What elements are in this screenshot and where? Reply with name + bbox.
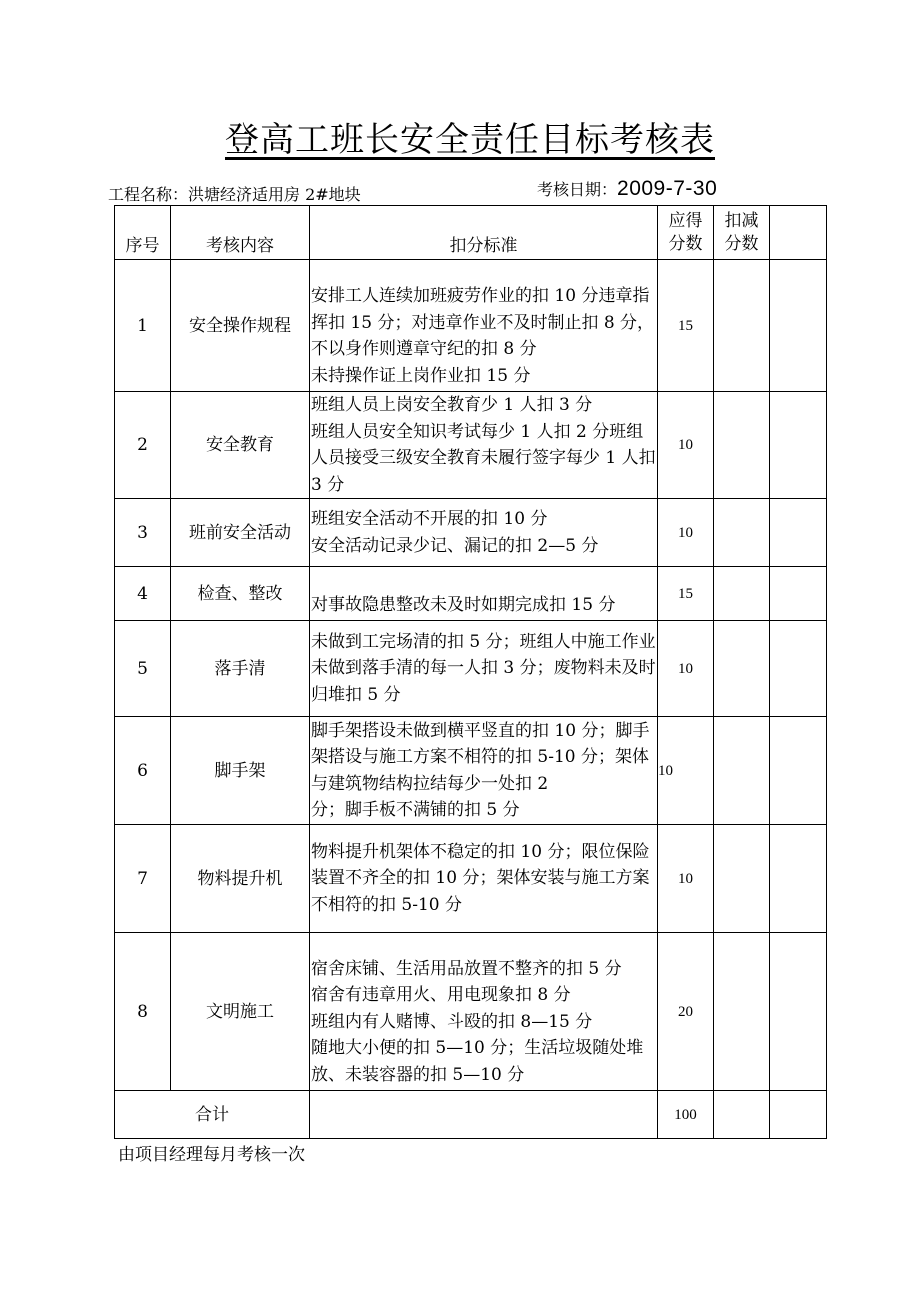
row-content: 文明施工	[171, 933, 310, 1091]
row-standard: 班组人员上岗安全教育少 1 人扣 3 分 班组人员安全知识考试每少 1 人扣 2 分班组人员接受三级安全教育未履行签字每少 1 人扣 3 分	[310, 392, 658, 499]
row-index: 7	[115, 825, 171, 933]
table-total-row	[115, 1091, 827, 1139]
row-deduct	[714, 392, 770, 499]
row-content: 脚手架	[171, 717, 310, 825]
row-standard: 对事故隐患整改未及时如期完成扣 15 分	[310, 567, 658, 621]
table-row	[115, 260, 827, 392]
table-header-row	[115, 206, 827, 260]
row-extra	[770, 260, 827, 392]
row-extra	[770, 825, 827, 933]
row-score: 10	[658, 499, 714, 567]
row-index: 3	[115, 499, 171, 567]
row-standard: 安排工人连续加班疲劳作业的扣 10 分违章指挥扣 15 分；对违章作业不及时制止扣 8 分，不以身作则遵章守纪的扣 8 分 未持操作证上岗作业扣 15 分	[310, 260, 658, 392]
table-row	[115, 392, 827, 499]
table-row	[115, 499, 827, 567]
header-standard: 扣分标准	[310, 206, 658, 260]
row-index: 6	[115, 717, 171, 825]
row-extra	[770, 717, 827, 825]
row-index: 4	[115, 567, 171, 621]
row-content: 物料提升机	[171, 825, 310, 933]
table-row	[115, 621, 827, 717]
row-index: 1	[115, 260, 171, 392]
header-deduct-score: 扣减 分数	[714, 206, 770, 260]
row-score: 15	[658, 567, 714, 621]
row-deduct	[714, 621, 770, 717]
total-deduct	[714, 1091, 770, 1139]
table-row	[115, 567, 827, 621]
assessment-date-value: 2009-7-30	[617, 177, 718, 200]
header-index: 序号	[115, 206, 171, 260]
table-row	[115, 933, 827, 1091]
row-score: 15	[658, 260, 714, 392]
row-score: 10	[658, 621, 714, 717]
row-content: 检查、整改	[171, 567, 310, 621]
footer-note: 由项目经理每月考核一次	[118, 1145, 305, 1165]
page-title: 登高工班长安全责任目标考核表	[225, 120, 715, 160]
row-score: 20	[658, 933, 714, 1091]
row-score: 10	[658, 392, 714, 499]
row-deduct	[714, 499, 770, 567]
table-row	[115, 825, 827, 933]
row-score: 10	[658, 717, 714, 825]
total-score: 100	[658, 1091, 714, 1139]
row-content: 安全教育	[171, 392, 310, 499]
total-standard	[310, 1091, 658, 1139]
row-content: 安全操作规程	[171, 260, 310, 392]
row-extra	[770, 392, 827, 499]
row-extra	[770, 567, 827, 621]
row-extra	[770, 621, 827, 717]
row-extra	[770, 933, 827, 1091]
row-deduct	[714, 933, 770, 1091]
row-index: 2	[115, 392, 171, 499]
row-index: 5	[115, 621, 171, 717]
table-row	[115, 717, 827, 825]
assessment-date	[537, 177, 717, 201]
row-content: 班前安全活动	[171, 499, 310, 567]
header-content: 考核内容	[171, 206, 310, 260]
total-label: 合计	[115, 1091, 310, 1139]
row-standard: 班组安全活动不开展的扣 10 分 安全活动记录少记、漏记的扣 2—5 分	[310, 499, 658, 567]
row-deduct	[714, 825, 770, 933]
row-deduct	[714, 717, 770, 825]
assessment-date-label: 考核日期：	[537, 180, 618, 199]
row-deduct	[714, 260, 770, 392]
row-standard: 物料提升机架体不稳定的扣 10 分；限位保险装置不齐全的扣 10 分；架体安装与施工方案不相符的扣 5-10 分	[310, 825, 658, 933]
total-extra	[770, 1091, 827, 1139]
row-standard: 宿舍床铺、生活用品放置不整齐的扣 5 分 宿舍有违章用火、用电现象扣 8 分 班组内有人赌博、斗殴的扣 8—15 分 随地大小便的扣 5—10 分；生活垃圾随处堆放、未装容器的扣 5—10 分	[310, 933, 658, 1091]
row-standard: 未做到工完场清的扣 5 分；班组人中施工作业未做到落手清的每一人扣 3 分；废物料未及时归堆扣 5 分	[310, 621, 658, 717]
project-name: 工程名称：洪塘经济适用房 2#地块	[108, 185, 361, 204]
row-score: 10	[658, 825, 714, 933]
row-standard: 脚手架搭设未做到横平竖直的扣 10 分；脚手架搭设与施工方案不相符的扣 5-10 分；架体与建筑物结构拉结每少一处扣 2 分；脚手板不满铺的扣 5 分	[310, 717, 658, 825]
row-content: 落手清	[171, 621, 310, 717]
header-due-score: 应得 分数	[658, 206, 714, 260]
assessment-table	[114, 205, 827, 1139]
header-extra	[770, 206, 827, 260]
row-index: 8	[115, 933, 171, 1091]
row-deduct	[714, 567, 770, 621]
row-extra	[770, 499, 827, 567]
